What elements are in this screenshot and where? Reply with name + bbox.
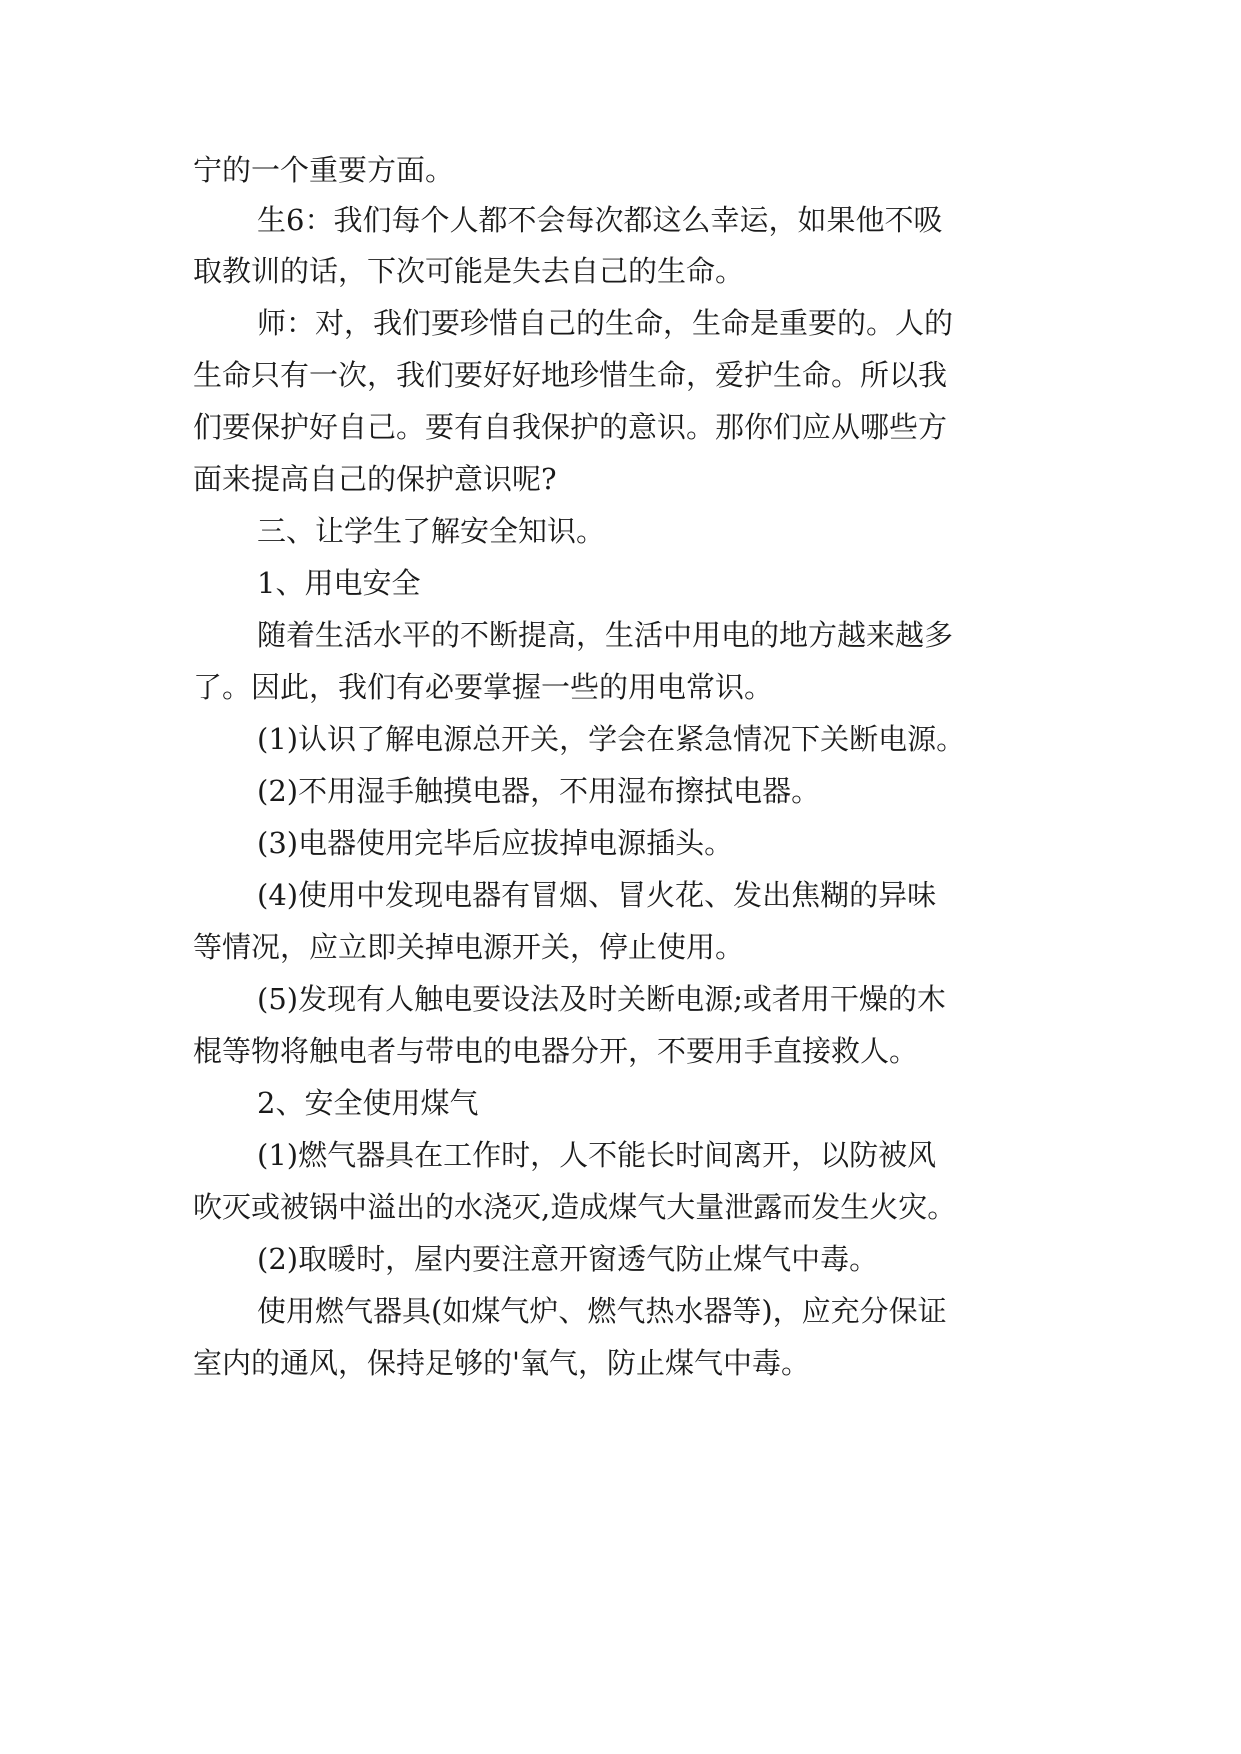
subsection-heading: 2、安全使用煤气	[257, 1086, 479, 1120]
section-heading: 三、让学生了解安全知识。	[257, 514, 606, 548]
text-line: 使用燃气器具(如煤气炉、燃气热水器等)，应充分保证	[257, 1294, 947, 1328]
text-line: 生命只有一次，我们要好好地珍惜生命，爱护生命。所以我	[193, 358, 948, 392]
text-line: 棍等物将触电者与带电的电器分开，不要用手直接救人。	[193, 1034, 919, 1068]
text-line: 生6：我们每个人都不会每次都这么幸运，如果他不吸	[257, 203, 943, 237]
text-line: 室内的通风，保持足够的'氧气，防止煤气中毒。	[193, 1346, 810, 1380]
list-item: (2)取暖时，屋内要注意开窗透气防止煤气中毒。	[257, 1242, 879, 1276]
text-line: 等情况，应立即关掉电源开关，停止使用。	[193, 930, 745, 964]
text-line: 师：对，我们要珍惜自己的生命，生命是重要的。人的	[257, 306, 954, 340]
list-item: (1)认识了解电源总开关，学会在紧急情况下关断电源。	[257, 722, 966, 756]
list-item: (1)燃气器具在工作时，人不能长时间离开，以防被风	[257, 1138, 937, 1172]
list-item: (4)使用中发现电器有冒烟、冒火花、发出焦糊的异味	[257, 878, 937, 912]
list-item: (3)电器使用完毕后应拔掉电源插头。	[257, 826, 734, 860]
list-item: (5)发现有人触电要设法及时关断电源;或者用干燥的木	[257, 982, 946, 1016]
text-line: 随着生活水平的不断提高，生活中用电的地方越来越多	[257, 618, 954, 652]
text-line: 宁的一个重要方面。	[193, 153, 455, 187]
text-line: 吹灭或被锅中溢出的水浇灭,造成煤气大量泄露而发生火灾。	[193, 1190, 957, 1224]
text-line: 们要保护好自己。要有自我保护的意识。那你们应从哪些方	[193, 410, 948, 444]
list-item: (2)不用湿手触摸电器，不用湿布擦拭电器。	[257, 774, 821, 808]
subsection-heading: 1、用电安全	[257, 566, 421, 600]
text-line: 面来提高自己的保护意识呢?	[193, 462, 557, 496]
text-line: 了。因此，我们有必要掌握一些的用电常识。	[193, 670, 774, 704]
text-line: 取教训的话，下次可能是失去自己的生命。	[193, 254, 745, 288]
